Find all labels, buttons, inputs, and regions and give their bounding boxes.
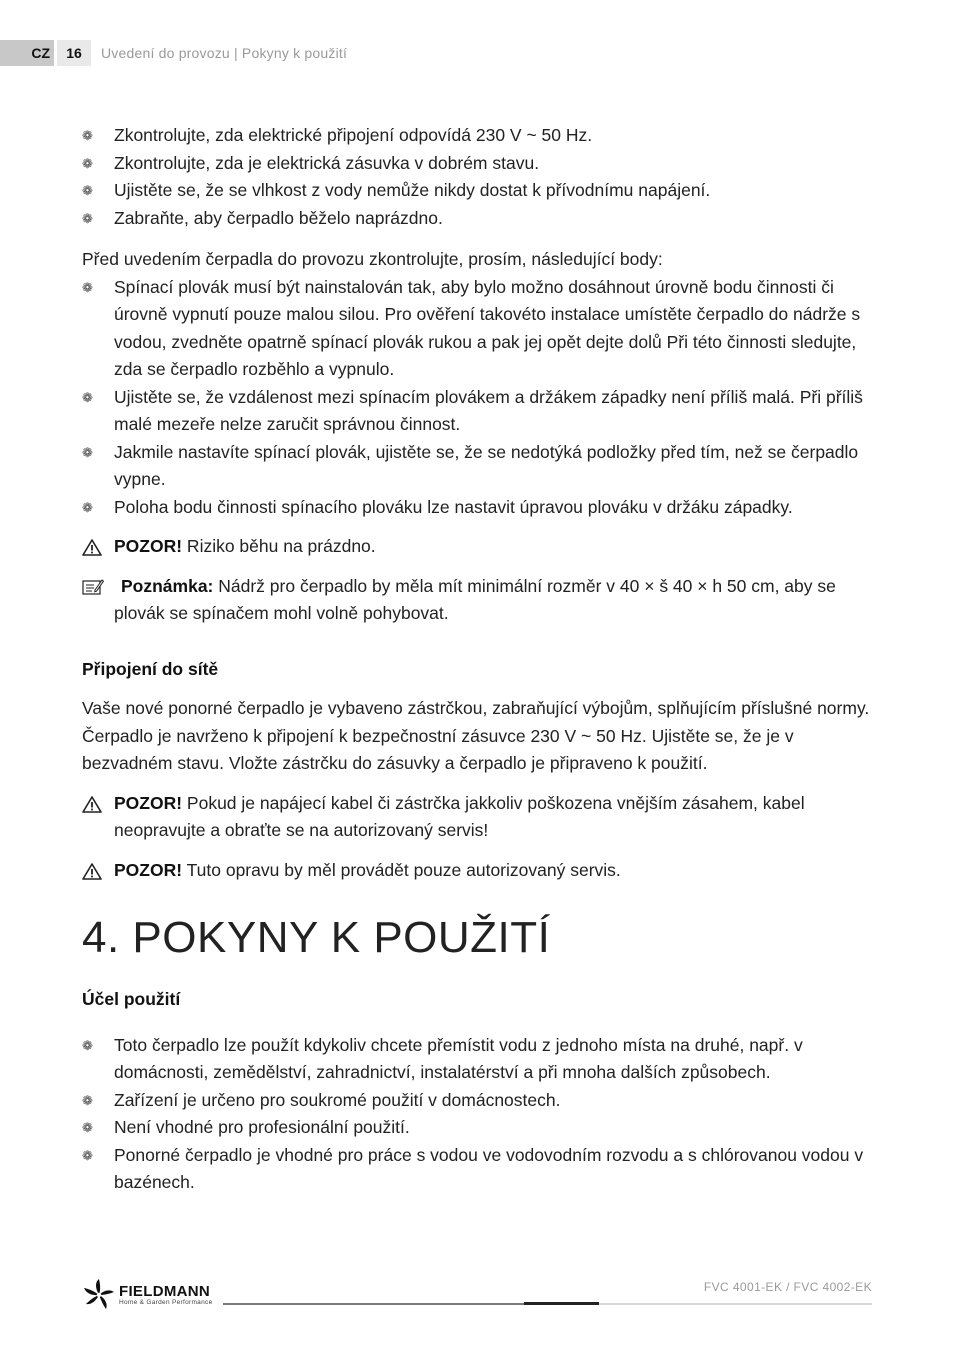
page-footer <box>82 1276 872 1316</box>
page-number: 16 <box>57 40 91 66</box>
list-item: ❁ Ujistěte se, že se vlhkost z vody nemůže nikdy dostat k přívodnímu napájení. <box>82 177 872 205</box>
check-intro: Před uvedením čerpadla do provozu zkontrolujte, prosím, následující body: <box>82 249 663 269</box>
list-item: ❁ Zařízení je určeno pro soukromé použití v domácnostech. <box>82 1087 872 1115</box>
brand-logo <box>82 1278 212 1312</box>
flower-bullet-icon: ❁ <box>82 389 93 405</box>
flower-bullet-icon: ❁ <box>82 1147 93 1163</box>
main-content <box>82 122 872 1197</box>
footer-rule-light <box>599 1303 872 1305</box>
warning-triangle-icon <box>82 796 102 813</box>
flower-bullet-icon: ❁ <box>82 1120 93 1135</box>
bullet-list-purpose <box>82 1032 872 1197</box>
warning-authorized-service <box>82 857 872 885</box>
warning-text: Pokud je napájecí kabel či zástrčka jakkoliv poškozena vnějším zásahem, kabel neopravujte a obraťte se na autorizovaný servis! <box>114 792 805 840</box>
section-heading-mains: Připojení do sítě <box>82 658 219 679</box>
flower-bullet-icon: ❁ <box>82 1037 93 1053</box>
page-header <box>0 40 347 66</box>
note-pencil-icon <box>82 578 104 596</box>
list-item: ❁ Toto čerpadlo lze použít kdykoliv chcete přemístit vodu z jednoho místa na druhé, např. v domácnosti, zemědělství, zahradnictví, instalatérství a při mnoha dalších způsobech. <box>82 1032 872 1087</box>
footer-rule-segment <box>223 1303 524 1305</box>
list-item: ❁ Zkontrolujte, zda je elektrická zásuvka v dobrém stavu. <box>82 150 872 178</box>
model-number: FVC 4001-EK / FVC 4002-EK <box>703 1280 872 1294</box>
warning-damaged-cable <box>82 790 872 845</box>
note-label: Poznámka: <box>121 575 214 596</box>
list-item: ❁ Není vhodné pro profesionální použití. <box>82 1114 872 1142</box>
list-item: ❁ Jakmile nastavíte spínací plovák, ujistěte se, že se nedotýká podložky před tím, než se čerpadlo vypne. <box>82 439 872 494</box>
language-badge: CZ <box>0 40 54 66</box>
warning-triangle-icon <box>82 539 102 556</box>
footer-rule-accent <box>524 1302 599 1305</box>
list-item: ❁ Ujistěte se, že vzdálenost mezi spínacím plovákem a držákem západky není příliš malá. Při příliš malé mezeře nelze zaručit správnou činnost. <box>82 384 872 439</box>
flower-bullet-icon: ❁ <box>82 128 93 143</box>
brand-name: FIELDMANN <box>119 1282 211 1300</box>
fieldmann-swirl-logo <box>82 1278 116 1312</box>
breadcrumb: Uvedení do provozu | Pokyny k použití <box>101 45 348 61</box>
flower-bullet-icon: ❁ <box>82 183 93 198</box>
warning-text: Riziko běhu na prázdno. <box>182 536 376 556</box>
note-tank-size <box>82 573 872 628</box>
list-item: ❁ Zkontrolujte, zda elektrické připojení odpovídá 230 V ~ 50 Hz. <box>82 122 872 150</box>
list-item: ❁ Zabraňte, aby čerpadlo běželo naprázdno. <box>82 205 872 233</box>
warning-label: POZOR! <box>114 536 183 556</box>
flower-bullet-icon: ❁ <box>82 210 93 226</box>
flower-bullet-icon: ❁ <box>82 155 93 171</box>
warning-label: POZOR! <box>114 792 183 813</box>
list-item: ❁ Poloha bodu činnosti spínacího plováku lze nastavit úpravou plováku v držáku západky. <box>82 494 872 522</box>
flower-bullet-icon: ❁ <box>82 444 93 460</box>
note-text: Nádrž pro čerpadlo by měla mít minimální rozměr v 40 × š 40 × h 50 cm, aby se plovák se spínačem mohl volně pohybovat. <box>114 575 836 623</box>
bullet-list-requirements <box>82 122 872 232</box>
warning-label: POZOR! <box>114 859 183 880</box>
chapter-title: 4. POKYNY K POUŽITÍ <box>82 913 551 962</box>
mains-body: Vaše nové ponorné čerpadlo je vybaveno zástrčkou, zabraňující výbojům, splňujícím příslušné normy. Čerpadlo je navrženo k připojení k bezpečnostní zásuvce 230 V ~ 50 Hz. Ujistěte se, že je v bezvadném stavu. Vložte zástrčku do zásuvky a čerpadlo je připraveno k použití. <box>82 698 870 773</box>
warning-triangle-icon <box>82 863 102 880</box>
list-item: ❁ Ponorné čerpadlo je vhodné pro práce s vodou ve vodovodním rozvodu a s chlórovanou vodou v bazénech. <box>82 1142 872 1197</box>
warning-dry-run <box>82 533 872 561</box>
warning-text: Tuto opravu by měl provádět pouze autorizovaný servis. <box>182 859 621 880</box>
brand-tagline: Home & Garden Performance <box>119 1298 213 1306</box>
flower-bullet-icon: ❁ <box>82 499 93 515</box>
list-item: ❁ Spínací plovák musí být nainstalován tak, aby bylo možno dosáhnout úrovně bodu činnosti či úrovně vypnutí pouze malou silou. Pro ověření takovéto instalace umístěte čerpadlo do nádrže s vodou, zvedněte opatrně spínací plovák rukou a pak jej opět dejte dolů Při této činnosti sledujte, zda se čerpadlo rozběhlo a vypnulo. <box>82 274 872 384</box>
bullet-list-checks <box>82 274 872 522</box>
flower-bullet-icon: ❁ <box>82 279 93 295</box>
flower-bullet-icon: ❁ <box>82 1092 93 1108</box>
section-heading-purpose: Účel použití <box>82 989 181 1009</box>
